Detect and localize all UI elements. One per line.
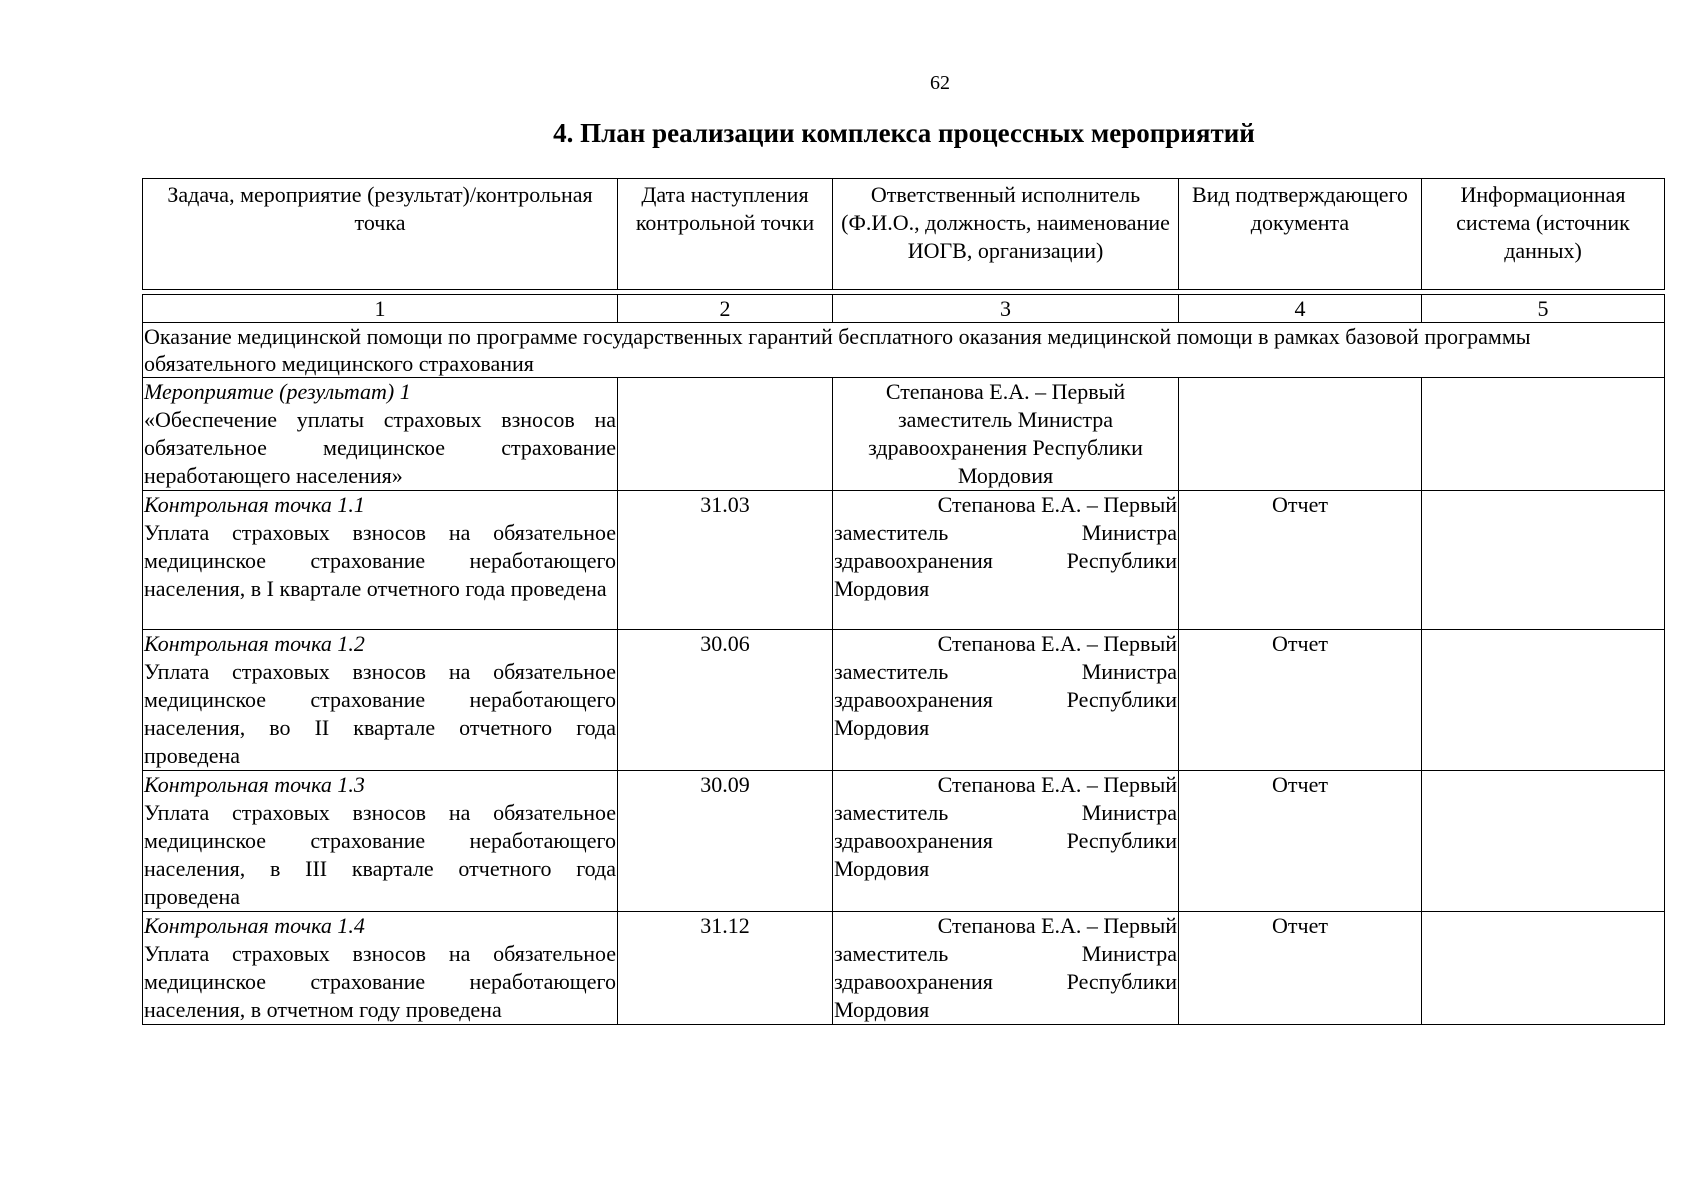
table-row [143,491,1665,630]
control-point-system [1422,491,1665,630]
control-point-document: Отчет [1179,491,1422,630]
header-system: Информационная система (источник данных) [1422,179,1665,290]
table-row [143,771,1665,912]
section-title: Оказание медицинской помощи по программе государственных гарантий бесплатного оказания медицинской помощи в рамках базовой программы обязательного медицинского страхования [143,323,1665,378]
control-point-responsible [833,491,1179,630]
control-point-document: Отчет [1179,912,1422,1025]
control-point-label: Контрольная точка 1.2 [144,631,365,656]
responsible-rest: заместитель Министра здравоохранения Республики Мордовия [834,520,1177,601]
control-point-text: Уплата страховых взносов на обязательное медицинское страхование неработающего населения, в отчетном году проведена [144,941,616,1022]
control-point-date: 30.09 [618,771,833,912]
header-date: Дата наступления контрольной точки [618,179,833,290]
table-row [143,378,1665,491]
measure-cell [143,378,618,491]
control-point-text: Уплата страховых взносов на обязательное медицинское страхование неработающего населения, в I квартале отчетного года проведена [144,520,616,601]
control-point-responsible [833,771,1179,912]
responsible-rest: заместитель Министра здравоохранения Республики Мордовия [834,659,1177,740]
header-task: Задача, мероприятие (результат)/контрольная точка [143,179,618,290]
plan-table [142,178,1665,1025]
measure-responsible: Степанова Е.А. – Первый заместитель Министра здравоохранения Республики Мордовия [833,378,1179,491]
control-point-responsible [833,630,1179,771]
control-point-text: Уплата страховых взносов на обязательное медицинское страхование неработающего населения, во II квартале отчетного года проведена [144,659,616,768]
control-point-cell [143,491,618,630]
control-point-cell [143,630,618,771]
column-number: 1 [143,295,618,323]
control-point-system [1422,912,1665,1025]
column-number: 5 [1422,295,1665,323]
responsible-first-line: Степанова Е.А. – Первый [937,631,1177,656]
measure-system [1422,378,1665,491]
responsible-rest: заместитель Министра здравоохранения Республики Мордовия [834,941,1177,1022]
table-row [143,630,1665,771]
control-point-date: 31.03 [618,491,833,630]
measure-date [618,378,833,491]
column-numbers-row [143,295,1665,323]
header-responsible: Ответственный исполнитель (Ф.И.О., должность, наименование ИОГВ, организации) [833,179,1179,290]
responsible-first-line: Степанова Е.А. – Первый [937,913,1177,938]
section-row [143,323,1665,378]
column-number: 4 [1179,295,1422,323]
responsible-rest: заместитель Министра здравоохранения Республики Мордовия [834,800,1177,881]
control-point-date: 31.12 [618,912,833,1025]
page-number: 62 [930,72,950,94]
control-point-label: Контрольная точка 1.3 [144,772,365,797]
column-number: 2 [618,295,833,323]
column-number: 3 [833,295,1179,323]
measure-text: «Обеспечение уплаты страховых взносов на обязательное медицинское страхование неработающего населения» [144,407,616,488]
header-document: Вид подтверждающего документа [1179,179,1422,290]
table-row [143,912,1665,1025]
control-point-date: 30.06 [618,630,833,771]
control-point-label: Контрольная точка 1.1 [144,492,365,517]
page-title: 4. План реализации комплекса процессных мероприятий [553,118,1255,148]
control-point-text: Уплата страховых взносов на обязательное медицинское страхование неработающего населения, в III квартале отчетного года проведена [144,800,616,909]
header-row [143,179,1665,290]
measure-document [1179,378,1422,491]
measure-label: Мероприятие (результат) 1 [144,379,411,404]
responsible-first-line: Степанова Е.А. – Первый [937,492,1177,517]
control-point-system [1422,771,1665,912]
control-point-document: Отчет [1179,630,1422,771]
control-point-system [1422,630,1665,771]
control-point-cell [143,771,618,912]
control-point-responsible [833,912,1179,1025]
control-point-cell [143,912,618,1025]
control-point-document: Отчет [1179,771,1422,912]
control-point-label: Контрольная точка 1.4 [144,913,365,938]
responsible-first-line: Степанова Е.А. – Первый [937,772,1177,797]
